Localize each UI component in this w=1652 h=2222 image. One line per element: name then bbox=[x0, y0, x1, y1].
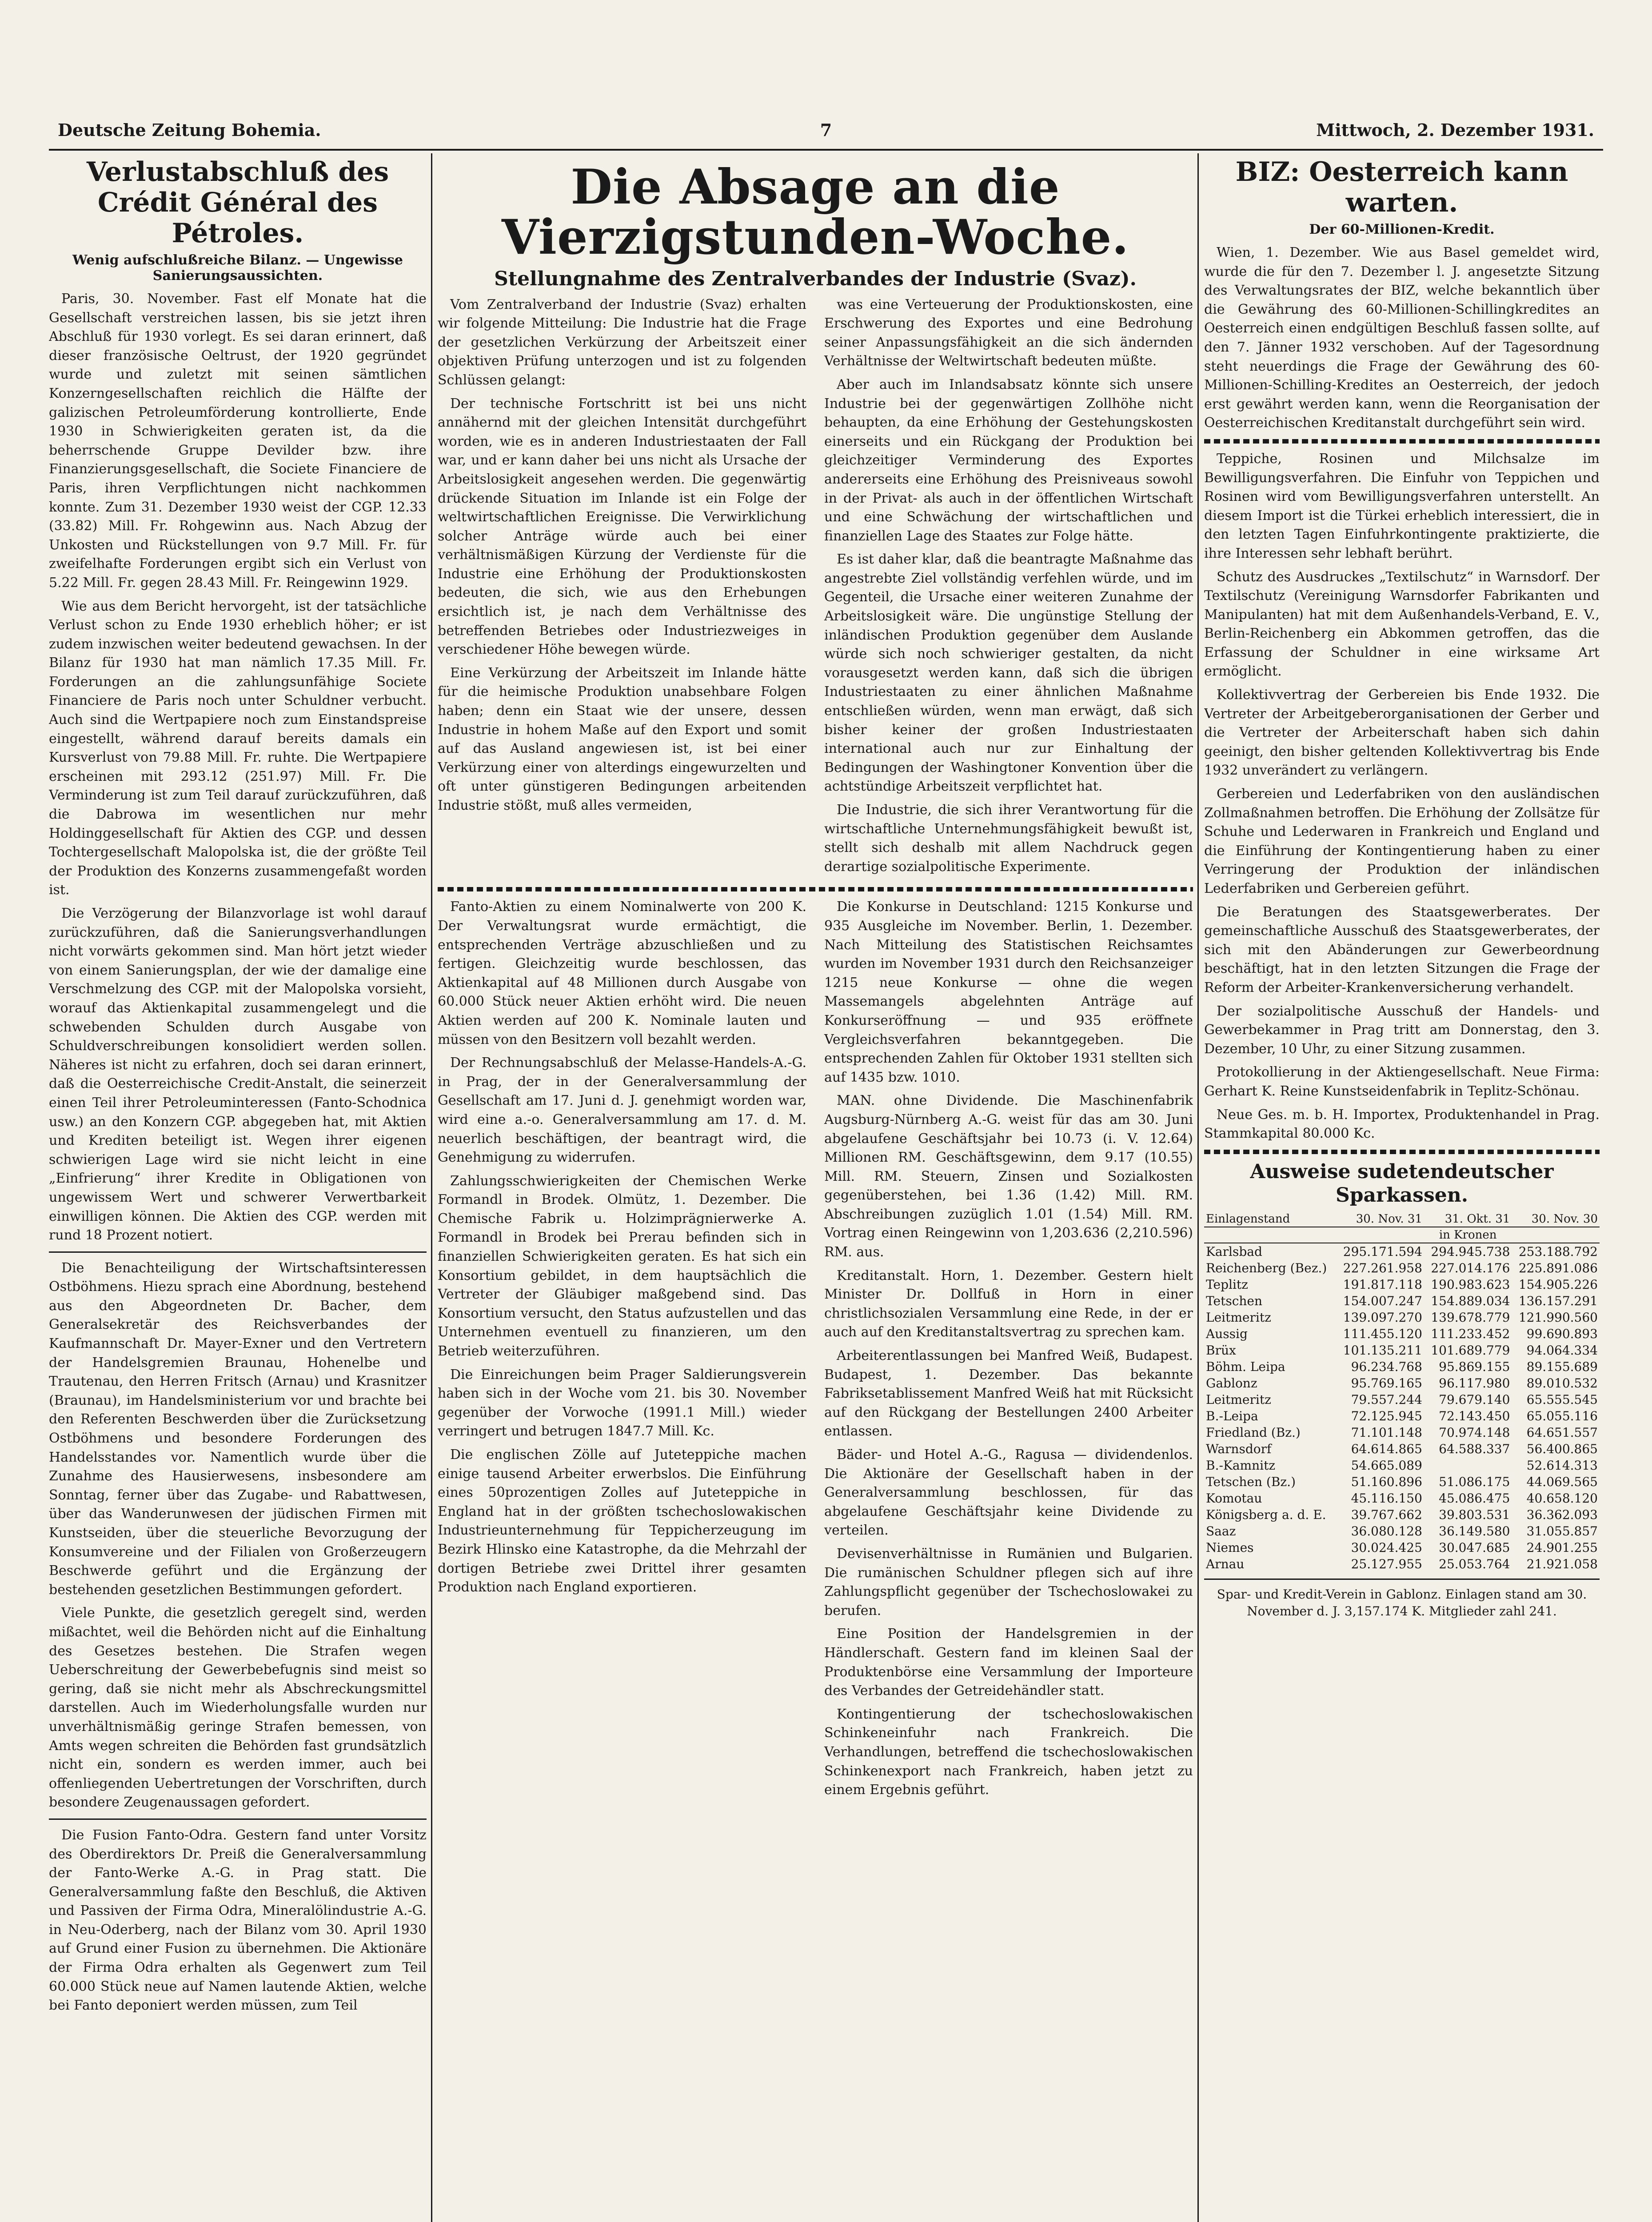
table-cell: 25.127.955 bbox=[1351, 1557, 1422, 1572]
table-cell: 30.024.425 bbox=[1351, 1540, 1422, 1555]
table-row bbox=[1204, 1293, 1600, 1309]
table-cell: 51.086.175 bbox=[1439, 1475, 1510, 1490]
row-label: Reichenberg (Bez.) bbox=[1206, 1261, 1327, 1276]
table-cell: 225.891.086 bbox=[1518, 1261, 1598, 1276]
table-cell: 71.101.148 bbox=[1351, 1425, 1422, 1440]
article-headline: Verlustabschluß des Crédit Général des Pétroles. bbox=[86, 156, 389, 249]
article-paragraph: Bäder- und Hotel A.-G., Ragusa — dividendenlos. Die Aktionäre der Gesellschaft haben in der Generalversammlung beschlossen, für das abgelaufene Geschäftsjahr keine Dividende zu verteilen. bbox=[824, 1447, 1193, 1539]
table-cell: 154.007.247 bbox=[1343, 1294, 1422, 1309]
divider bbox=[1204, 1150, 1600, 1154]
table-cell: 36.149.580 bbox=[1439, 1524, 1510, 1539]
table-cell: 154.889.034 bbox=[1431, 1294, 1510, 1309]
article-paragraph: Es ist daher klar, daß die beantragte Maßnahme das angestrebte Ziel vollständig verfehlen würde, und im Gegenteil, die Ursache einer weiteren Zunahme der Arbeitslosigkeit wäre. Die ungünstige Stellung der inländischen Produktion gegenüber dem Auslande würde sich noch schwieriger gestalten, da nicht vorausgesetzt werden kann, daß sich die übrigen Industriestaaten zu einer ähnlichen Maßnahme entschließen würden, wenn man erwägt, daß sich bisher keiner der großen Industriestaaten international auch nur zur Einhaltung der Bedingungen der Washingtoner Konvention über die achtstündige Arbeitszeit verpflichtet hat. bbox=[824, 552, 1193, 795]
article-paragraph: Kollektivvertrag der Gerbereien bis Ende 1932. Die Vertreter der Arbeitgeberorganisationen der Gerber und die Vertreter der Arbeiterschaft haben sich dahin geeinigt, den bisher geltenden Kollektivvertrag bis Ende 1932 unverändert zu verlängern. bbox=[1204, 687, 1600, 779]
table-cell: 191.817.118 bbox=[1343, 1277, 1422, 1292]
table-row bbox=[1204, 1490, 1600, 1507]
table-cell: 227.014.176 bbox=[1431, 1261, 1510, 1276]
left-column bbox=[49, 153, 427, 2222]
savings-bank-table bbox=[1204, 1211, 1600, 1572]
table-row bbox=[1204, 1408, 1600, 1424]
article-paragraph: Die Konkurse in Deutschland: 1215 Konkurse und 935 Ausgleiche im November. Berlin, 1. Dezember. Nach Mitteilung des Statistischen Reichsamtes wurden im November 1931 durch den Reichsanzeiger 1215 neue Konkurse — ohne die wegen Massemangels abgelehnten Anträge auf Konkurseröffnung — und 935 eröffnete Vergleichsverfahren bekanntgegeben. Die entsprechenden Zahlen für Oktober 1931 stellten sich auf 1435 bzw. 1010. bbox=[824, 899, 1193, 1085]
column-rule bbox=[431, 153, 432, 2222]
article-paragraph: Schutz des Ausdruckes „Textilschutz“ in Warnsdorf. Der Textilschutz (Vereinigung Warnsdorfer Fabrikanten und Manipulanten) hat mit dem Außenhandels-Verband, E. V., Berlin-Reichenberg ein Abkommen getroffen, das die Erfassung der Schuldner in eine wirksame Art ermöglicht. bbox=[1204, 569, 1600, 679]
lead-subheadline: Stellungnahme des Zentralverbandes der Industrie (Svaz). bbox=[494, 267, 1137, 290]
row-label: B.-Leipa bbox=[1206, 1409, 1258, 1424]
table-row bbox=[1204, 1474, 1600, 1490]
article-paragraph: Die Einreichungen beim Prager Saldierungsverein haben sich in der Woche vom 21. bis 30. November gegenüber der Vorwoche (1991.1 Mill.) wieder verringert und betrugen 1847.7 Mill. Kc. bbox=[438, 1367, 806, 1439]
table-cell: 39.803.531 bbox=[1439, 1507, 1510, 1523]
row-label: Arnau bbox=[1206, 1557, 1245, 1572]
article-paragraph: Aber auch im Inlandsabsatz könnte sich unsere Industrie bei der gegenwärtigen Zollhöhe nicht behaupten, da eine Erhöhung der Gestehungskosten einerseits und ein Rückgang der Produktion bei gleichzeitiger Verminderung des Exportes andererseits eine Erhöhung des Preisniveaus sowohl in der Privat- als auch in der öffentlichen Wirtschaft und eine Schwächung der wirtschaftlichen und finanziellen Lage des Staates zur Folge hätte. bbox=[824, 376, 1193, 544]
article-paragraph: Der technische Fortschritt ist bei uns nicht annähernd mit der gleichen Intensität durchgeführt worden, wie es in anderen Industriestaaten der Fall war, und er kann daher bei uns nicht als Ursache der Arbeitslosigkeit angesehen werden. Die gegenwärtig drückende Situation im Inlande ist ein Folge der weltwirtschaftlichen Ereignisse. Die Verwirklichung solcher Anträge würde auch bei einer verhältnismäßigen Kürzung der Verdienste für die Industrie eine Erhöhung der Produktionskosten bedeuten, die sich, wie aus den Erhebungen ersichtlich ist, je nach dem Verhältnisse des betreffenden Betriebes oder Industriezweiges in verschiedener Höhe bewegen würde. bbox=[438, 396, 806, 658]
table-cell: 95.769.165 bbox=[1351, 1376, 1422, 1391]
table-cell: 79.557.244 bbox=[1351, 1392, 1422, 1407]
article-paragraph: Protokollierung in der Aktiengesellschaft. Neue Firma: Gerhart K. Reine Kunstseidenfabrik in Teplitz-Schönau. bbox=[1204, 1064, 1600, 1099]
divider bbox=[1204, 1579, 1600, 1580]
table-row bbox=[1204, 1309, 1600, 1326]
lead-article-right bbox=[824, 296, 1193, 881]
article-paragraph: Der sozialpolitische Ausschuß der Handels- und Gewerbekammer in Prag tritt am Donnerstag, den 3. Dezember, 10 Uhr, zu einer Sitzung zusammen. bbox=[1204, 1003, 1600, 1057]
row-label: Tetschen bbox=[1206, 1294, 1263, 1309]
article-paragraph: Zahlungsschwierigkeiten der Chemischen Werke Formandl in Brodek. Olmütz, 1. Dezember. Die Chemische Fabrik u. Holzimprägnierwerke A. Formandl in Brodek bei Prerau befinden sich in finanziellen Schwierigkeiten geraten. Es hat sich ein Konsortium gebildet, in dem hauptsächlich die Vertreter der Gläubiger maßgebend sind. Das Konsortium versucht, den Status aufzustellen und das Unternehmen eventuell zu finanzieren, um den Betrieb weiterzuführen. bbox=[438, 1173, 806, 1359]
row-label: Niemes bbox=[1206, 1540, 1254, 1555]
row-label: Komotau bbox=[1206, 1491, 1262, 1506]
column-rule bbox=[1197, 153, 1199, 2222]
table-cell: 89.010.532 bbox=[1526, 1376, 1598, 1391]
lead-article-body bbox=[438, 296, 1193, 881]
table-cell: 45.086.475 bbox=[1439, 1491, 1510, 1506]
table-row bbox=[1204, 1260, 1600, 1276]
table-cell: 101.689.779 bbox=[1431, 1343, 1510, 1358]
row-label: Warnsdorf bbox=[1206, 1442, 1272, 1457]
table-cell: 31.055.857 bbox=[1526, 1524, 1598, 1539]
article-subheadline: Der 60-Millionen-Kredit. bbox=[1309, 222, 1495, 237]
article-paragraph: Der Rechnungsabschluß der Melasse-Handels-A.-G. in Prag, der in der Generalversammlung der Gesellschaft am 17. Juni d. J. genehmigt worden war, wird eine a.-o. Generalversammlung am 17. d. M. neuerlich beschäftigen, der beantragt wird, die Genehmigung zu widerrufen. bbox=[438, 1055, 806, 1166]
table-cell: 72.125.945 bbox=[1351, 1409, 1422, 1424]
article-paragraph: Vom Zentralverband der Industrie (Svaz) erhalten wir folgende Mitteilung: Die Industrie hat die Frage der gesetzlichen Verkürzung der Arbeitszeit einer objektiven Prüfung unterzogen und ist zu folgenden Schlüssen gelangt: bbox=[438, 296, 806, 388]
column-header: 31. Okt. 31 bbox=[1424, 1211, 1512, 1227]
row-label: Teplitz bbox=[1206, 1277, 1248, 1292]
table-unit-row bbox=[1204, 1227, 1600, 1243]
table-row bbox=[1204, 1375, 1600, 1391]
table-header-row bbox=[1204, 1211, 1600, 1227]
table-cell: 51.160.896 bbox=[1351, 1475, 1422, 1490]
article-paragraph: Die Fusion Fanto-Odra. Gestern fand unter Vorsitz des Oberdirektors Dr. Preiß die Generalversammlung der Fanto-Werke A.-G. in Prag statt. Die Generalversammlung faßte den Beschluß, die Aktiven und Passiven der Firma Odra, Mineralölindustrie A.-G. in Neu-Oderberg, nach der Bilanz vom 30. April 1930 auf Grund einer Fusion zu übernehmen. Die Aktionäre der Firma Odra erhalten als Gegenwert zum Teil 60.000 Stück neue auf Namen lautende Aktien, welche bei Fanto deponiert werden müssen, zum Teil bbox=[49, 1827, 427, 2014]
table-cell: 70.974.148 bbox=[1439, 1425, 1510, 1440]
table-cell: 96.234.768 bbox=[1351, 1359, 1422, 1375]
row-label: Saaz bbox=[1206, 1524, 1236, 1539]
row-label: Böhm. Leipa bbox=[1206, 1359, 1285, 1375]
table-cell: 121.990.560 bbox=[1518, 1310, 1598, 1325]
table-cell: 65.555.545 bbox=[1526, 1392, 1598, 1407]
article-paragraph: Gerbereien und Lederfabriken von den ausländischen Zollmaßnahmen betroffen. Die Erhöhung der Zollsätze für Schuhe und Lederwaren in Frankreich und England und die Einführung der Kontingentierung haben zu einer Verringerung der Produktion der inländischen Lederfabriken und Gerbereien geführt. bbox=[1204, 786, 1600, 896]
table-cell: 190.983.623 bbox=[1431, 1277, 1510, 1292]
table-cell bbox=[1424, 1457, 1512, 1474]
table-cell: 56.400.865 bbox=[1526, 1442, 1598, 1457]
table-row bbox=[1204, 1457, 1600, 1474]
table-cell: 96.117.980 bbox=[1439, 1376, 1510, 1391]
article-paragraph: Die Beratungen des Staatsgewerberates. Der gemeinschaftliche Ausschuß des Staatsgewerberates, der sich mit den Abänderungen zur Gewerbeordnung beschäftigt, hat in den letzten Sitzungen die Frage der Reform der Arbeiter-Krankenversicherung verhandelt. bbox=[1204, 904, 1600, 995]
article-headline: BIZ: Oesterreich kann warten. bbox=[1235, 156, 1568, 218]
table-cell: 21.921.058 bbox=[1526, 1557, 1598, 1572]
row-label: Friedland (Bz.) bbox=[1206, 1425, 1301, 1440]
table-row bbox=[1204, 1539, 1600, 1556]
table-cell: 101.135.211 bbox=[1343, 1343, 1422, 1358]
table-cell: 253.188.792 bbox=[1518, 1244, 1598, 1259]
table-cell: 36.362.093 bbox=[1526, 1507, 1598, 1523]
middle-column bbox=[438, 153, 1193, 2222]
table-cell: 24.901.255 bbox=[1526, 1540, 1598, 1555]
article-paragraph: Arbeiterentlassungen bei Manfred Weiß, Budapest. Budapest, 1. Dezember. Das bekannte Fabriksetablissement Manfred Weiß hat mit Rücksicht auf den Rückgang der Bestellungen 2400 Arbeiter entlassen. bbox=[824, 1348, 1193, 1439]
row-label: Aussig bbox=[1206, 1327, 1248, 1342]
table-cell: 154.905.226 bbox=[1518, 1277, 1598, 1292]
row-label: B.-Kamnitz bbox=[1206, 1458, 1276, 1473]
lead-article-left bbox=[438, 296, 806, 881]
table-cell: 64.614.865 bbox=[1351, 1442, 1422, 1457]
table-cell: 111.233.452 bbox=[1431, 1327, 1510, 1342]
table-cell: 95.869.155 bbox=[1439, 1359, 1510, 1375]
column-header: Einlagenstand bbox=[1204, 1211, 1336, 1227]
table-cell: 295.171.594 bbox=[1343, 1244, 1422, 1259]
table-row bbox=[1204, 1424, 1600, 1441]
header-date: Mittwoch, 2. Dezember 1931. bbox=[1316, 120, 1594, 140]
table-cell: 94.064.334 bbox=[1526, 1343, 1598, 1358]
lead-headline: Die Absage an die Vierzigstunden-Woche. bbox=[502, 159, 1129, 266]
right-column bbox=[1204, 153, 1600, 2222]
column-header: 30. Nov. 31 bbox=[1336, 1211, 1424, 1227]
table-cell: 64.651.557 bbox=[1526, 1425, 1598, 1440]
table-row bbox=[1204, 1523, 1600, 1539]
table-row bbox=[1204, 1507, 1600, 1523]
article-paragraph: Die Verzögerung der Bilanzvorlage ist wohl darauf zurückzuführen, daß die Sanierungsverhandlungen nicht vorwärts gekommen sind. Man hört jetzt wieder von einem Sanierungsplan, der wie der damalige eine Verschmelzung des CGP. mit der Malopolska vorsieht, worauf das Aktienkapital zusammengelegt und die schwebenden Schulden durch Ausgabe von Schuldverschreibungen konsolidiert werden sollen. Näheres ist nicht zu erfahren, doch sei daran erinnert, daß die Oesterreichische Credit-Anstalt, die seinerzeit einen Teil ihrer Petroleuminteressen (Fanto-Schodnica usw.) an den Konzern CGP. abgegeben hat, mit Aktien und Krediten beteiligt ist. Wegen ihrer eigenen schwierigen Lage wird sie nicht leicht in eine „Einfrierung“ ihrer Kredite in Obligationen von ungewissem Wert und schwerer Verwertbarkeit einwilligen können. Die Aktien des CGP. werden mit rund 18 Prozent notiert. bbox=[49, 906, 427, 1243]
table-row bbox=[1204, 1359, 1600, 1375]
table-cell: 136.157.291 bbox=[1518, 1294, 1598, 1309]
article-paragraph: Wie aus dem Bericht hervorgeht, ist der tatsächliche Verlust schon zu Ende 1930 erheblich höher; er ist zudem inzwischen weiter bedeutend gewachsen. In der Bilanz für 1930 hat man nämlich 17.35 Mill. Fr. Forderungen an die zahlungsunfähige Societe Financiere de Paris noch unter Schuldner verbucht. Auch sind die Wertpapiere noch zum Einstandspreise eingestellt, während darauf bereits damals ein Kursverlust von 79.88 Mill. Fr. ruhte. Die Wertpapiere erscheinen mit 293.12 (251.97) Mill. Fr. Die Verminderung ist zum Teil darauf zurückzuführen, daß die Dabrowa im wesentlichen nur mehr Holdinggesellschaft für Aktien des CGP. und dessen Tochtergesellschaft Malopolska ist, die der größte Teil der Produktion des Konzerns zusammengefaßt worden ist. bbox=[49, 598, 427, 898]
article-paragraph: Fanto-Aktien zu einem Nominalwerte von 200 K. Der Verwaltungsrat wurde ermächtigt, die entsprechenden Verträge abzuschließen und zu fertigen. Gleichzeitig wurde beschlossen, das Aktienkapital auf 48 Millionen durch Ausgabe von 60.000 Stück neuer Aktien erhöht wird. Die neuen Aktien werden auf 200 K. Nominale lauten und müssen von den Besitzern voll bezahlt werden. bbox=[438, 899, 806, 1047]
row-label: Gablonz bbox=[1206, 1376, 1257, 1391]
table-cell: 25.053.764 bbox=[1439, 1557, 1510, 1572]
article-paragraph: Paris, 30. November. Fast elf Monate hat die Gesellschaft verstreichen lassen, bis sie jetzt ihren Abschluß für 1930 vorlegt. Es sei daran erinnert, daß dieser französische Oeltrust, der 1920 gegründet wurde und zuletzt mit seinen sämtlichen Konzerngesellschaften reichlich die Hälfte der galizischen Petroleumförderung kontrollierte, Ende 1930 in Schwierigkeiten geraten ist, da die beherrschende Gruppe Devilder bzw. ihre Finanzierungsgesellschaft, die Societe Financiere de Paris, ihren Verpflichtungen nicht nachkommen konnte. Zum 31. Dezember 1930 weist der CGP. 12.33 (33.82) Mill. Fr. Rohgewinn aus. Nach Abzug der Unkosten und Rückstellungen von 9.7 Mill. Fr. für zweifelhafte Forderungen ergibt sich ein Verlust von 5.22 Mill. Fr. gegen 28.43 Mill. Fr. Reingewinn 1929. bbox=[49, 291, 427, 591]
row-label: Karlsbad bbox=[1206, 1244, 1262, 1259]
table-cell: 65.055.116 bbox=[1526, 1409, 1598, 1424]
article-paragraph: Devisenverhältnisse in Rumänien und Bulgarien. Die rumänischen Schuldner pflegen sich auf ihre Zahlungspflicht gegenüber der Tschechoslowakei zu berufen. bbox=[824, 1546, 1193, 1619]
divider bbox=[49, 1818, 427, 1820]
row-label: Brüx bbox=[1206, 1343, 1236, 1358]
table-unit: in Kronen bbox=[1336, 1227, 1600, 1243]
article-paragraph: Kreditanstalt. Horn, 1. Dezember. Gestern hielt Minister Dr. Dollfuß in Horn in einer christlichsozialen Versammlung eine Rede, in der er auch auf den Kreditanstaltsvertrag zu sprechen kam. bbox=[824, 1267, 1193, 1340]
divider bbox=[49, 1251, 427, 1253]
table-row bbox=[1204, 1243, 1600, 1260]
article-paragraph: Die englischen Zölle auf Juteteppiche machen einige tausend Arbeiter erwerbslos. Die Einführung eines 50prozentigen Zolles auf Juteteppiche in England hat in der größten tschechoslowakischen Industrieunternehmung für Teppicherzeugung im Bezirk Hlinsko eine Katastrophe, da die Mehrzahl der dortigen Betriebe zwei Drittel ihrer gesamten Produktion nach England exportieren. bbox=[438, 1447, 806, 1595]
article-paragraph: Eine Position der Handelsgremien in der Händlerschaft. Gestern fand im kleinen Saal der Produktenbörse eine Versammlung der Importeure des Verbandes der Getreidehändler statt. bbox=[824, 1626, 1193, 1699]
article-subheadline: Wenig aufschlußreiche Bilanz. — Ungewisse Sanierungsaussichten. bbox=[72, 252, 403, 284]
table-cell: 139.097.270 bbox=[1343, 1310, 1422, 1325]
table-cell: 72.143.450 bbox=[1439, 1409, 1510, 1424]
table-cell: 45.116.150 bbox=[1351, 1491, 1422, 1506]
row-label: Königsberg a. d. E. bbox=[1206, 1507, 1326, 1523]
article-paragraph: MAN. ohne Dividende. Die Maschinenfabrik Augsburg-Nürnberg A.-G. weist für das am 30. Juni abgelaufene Geschäftsjahr bei 10.73 (i. V. 12.64) Millionen RM. Geschäftsgewinn, dem 9.17 (10.55) Mill. RM. Steuern, Zinsen und Sozialkosten gegenüberstehen, bei 1.36 (1.42) Mill. RM. Abschreibungen zuzüglich 1.01 (1.54) Mill. RM. Vortrag einen Reingewinn von 1,203.636 (2,210.596) RM. aus. bbox=[824, 1093, 1193, 1260]
table-row bbox=[1204, 1276, 1600, 1293]
table-row bbox=[1204, 1556, 1600, 1572]
briefs-right bbox=[824, 898, 1193, 1804]
header-rule bbox=[49, 149, 1603, 151]
table-cell: 54.665.089 bbox=[1351, 1458, 1422, 1473]
table-cell: 64.588.337 bbox=[1439, 1442, 1510, 1457]
table-row bbox=[1204, 1391, 1600, 1408]
table-cell: 40.658.120 bbox=[1526, 1491, 1598, 1506]
article-paragraph: Die Industrie, die sich ihrer Verantwortung für die wirtschaftliche Unternehmungsfähigkeit bewußt ist, stellt sich deshalb mit allem Nachdruck gegen derartige sozialpolitische Experimente. bbox=[824, 802, 1193, 875]
table-cell: 99.690.893 bbox=[1526, 1327, 1598, 1342]
row-label: Leitmeritz bbox=[1206, 1310, 1271, 1325]
table-cell: 227.261.958 bbox=[1343, 1261, 1422, 1276]
table-row bbox=[1204, 1342, 1600, 1359]
table-cell: 294.945.738 bbox=[1431, 1244, 1510, 1259]
article-paragraph: Wien, 1. Dezember. Wie aus Basel gemeldet wird, wurde die für den 7. Dezember l. J. angesetzte Sitzung des Verwaltungsrates der BIZ, welche bekanntlich über die Gewährung des 60-Millionen-Schillingkredites an Oesterreich einen endgültigen Beschluß fassen sollte, auf den 7. Jänner 1932 verschoben. Auf der Tagesordnung steht neuerdings die Frage der Gewährung des 60-Millionen-Schilling-Kredites an Oesterreich, der jedoch erst gewährt werden kann, wenn die Reorganisation der Oesterreichischen Kreditanstalt durchgeführt sein wird. bbox=[1204, 245, 1600, 431]
table-cell: 36.080.128 bbox=[1351, 1524, 1422, 1539]
article-paragraph: Kontingentierung der tschechoslowakischen Schinkeneinfuhr nach Frankreich. Die Verhandlungen, betreffend die tschechoslowakischen Schinkenexport nach Frankreich, haben jetzt zu einem Ergebnis geführt. bbox=[824, 1706, 1193, 1798]
table-cell: 44.069.565 bbox=[1526, 1475, 1598, 1490]
running-header bbox=[58, 120, 1594, 147]
table-row bbox=[1204, 1441, 1600, 1457]
table-cell: 111.455.120 bbox=[1343, 1327, 1422, 1342]
table-cell: 139.678.779 bbox=[1431, 1310, 1510, 1325]
header-paper-name: Deutsche Zeitung Bohemia. bbox=[58, 120, 321, 140]
article-paragraph: was eine Verteuerung der Produktionskosten, eine Erschwerung des Exportes und eine Bedrohung seiner Anpassungsfähigkeit an die sich ändernden Verhältnisse der Weltwirtschaft bedeuten müßte. bbox=[824, 296, 1193, 369]
article-paragraph: Neue Ges. m. b. H. Importex, Produktenhandel in Prag. Stammkapital 80.000 Kc. bbox=[1204, 1107, 1600, 1142]
article-paragraph: Eine Verkürzung der Arbeitszeit im Inlande hätte für die heimische Produktion unabsehbare Folgen haben; denn ein Staat wie der unsere, dessen Industrie in hohem Maße auf den Export und somit auf das Ausland angewiesen ist, ist bei einer Verkürzung einer von alterdings eingewurzelten und oft unter günstigeren Bedingungen arbeitenden Industrie stößt, muß alles vermeiden, bbox=[438, 665, 806, 814]
news-briefs bbox=[438, 898, 1193, 1804]
table-row bbox=[1204, 1326, 1600, 1342]
row-label: Tetschen (Bz.) bbox=[1206, 1475, 1296, 1490]
footnote: Spar- und Kredit-Verein in Gablonz. Einlagen stand am 30. November d. J. 3,157.174 K. Mitglieder zahl 241. bbox=[1217, 1587, 1587, 1619]
article-paragraph: Die Benachteiligung der Wirtschaftsinteressen Ostböhmens. Hiezu sprach eine Abordnung, bestehend aus den Abgeordneten Dr. Bacher, dem Generalsekretär des Reichsverbandes der Kaufmannschaft Dr. Mayer-Exner und den Vertretern der Handelsgremien Braunau, Hohenelbe und Trautenau, den Herren Fritsch (Arnau) und Krasnitzer (Braunau), im Handelsministerium vor und brachte bei den Referenten Beschwerden über die Zurücksetzung Ostböhmens und besondere Forderungen des Handelsstandes vor. Namentlich wurde über die Zunahme des Hausierwesens, insbesondere am Sonntag, ferner über das Zugabe- und Rabattwesen, über das Wanderunwesen der jüdischen Firmen mit Kunstseiden, über die steuerliche Bevorzugung der Konsumvereine und der Filialen von Großerzeugern Beschwerde geführt und die Ergänzung der bestehenden gesetzlichen Bestimmungen gefordert. bbox=[49, 1260, 427, 1598]
table-cell: 79.679.140 bbox=[1439, 1392, 1510, 1407]
header-page-number: 7 bbox=[820, 120, 832, 140]
table-title: Ausweise sudetendeutscher Sparkassen. bbox=[1250, 1160, 1554, 1207]
divider bbox=[438, 887, 1193, 891]
table-cell: 52.614.313 bbox=[1526, 1458, 1598, 1473]
row-label: Leitmeritz bbox=[1206, 1392, 1271, 1407]
divider bbox=[1204, 439, 1600, 444]
table-cell: 30.047.685 bbox=[1439, 1540, 1510, 1555]
table-cell: 39.767.662 bbox=[1351, 1507, 1422, 1523]
table-cell: 89.155.689 bbox=[1526, 1359, 1598, 1375]
briefs-left bbox=[438, 898, 806, 1804]
table-body bbox=[1204, 1243, 1600, 1572]
column-header: 30. Nov. 30 bbox=[1512, 1211, 1600, 1227]
article-paragraph: Teppiche, Rosinen und Milchsalze im Bewilligungsverfahren. Die Einfuhr von Teppichen und Rosinen wird vom Bewilligungsverfahren unterstellt. An diesem Import ist die Türkei erheblich interessiert, die in den letzten Tagen Einfuhrkontingente praktizierte, die ihre Interessen sehr lebhaft berührt. bbox=[1204, 451, 1600, 561]
article-paragraph: Viele Punkte, die gesetzlich geregelt sind, werden mißachtet, weil die Behörden nicht auf die Einhaltung des Gesetzes bestehen. Die Strafen wegen Ueberschreitung der Gewerbebefugnis sind meist so gering, daß sie nicht mehr als Abschreckungsmittel darstellen. Auch im Wiederholungsfalle wurden nur unverhältnismäßig geringe Strafen bemessen, von Amts wegen schreiten die Behörden fast grundsätzlich nicht ein, sondern es werden immer, auch bei offenliegenden Uebertretungen der Vorschriften, durch besondere Zeugenaussagen gefordert. bbox=[49, 1605, 427, 1810]
